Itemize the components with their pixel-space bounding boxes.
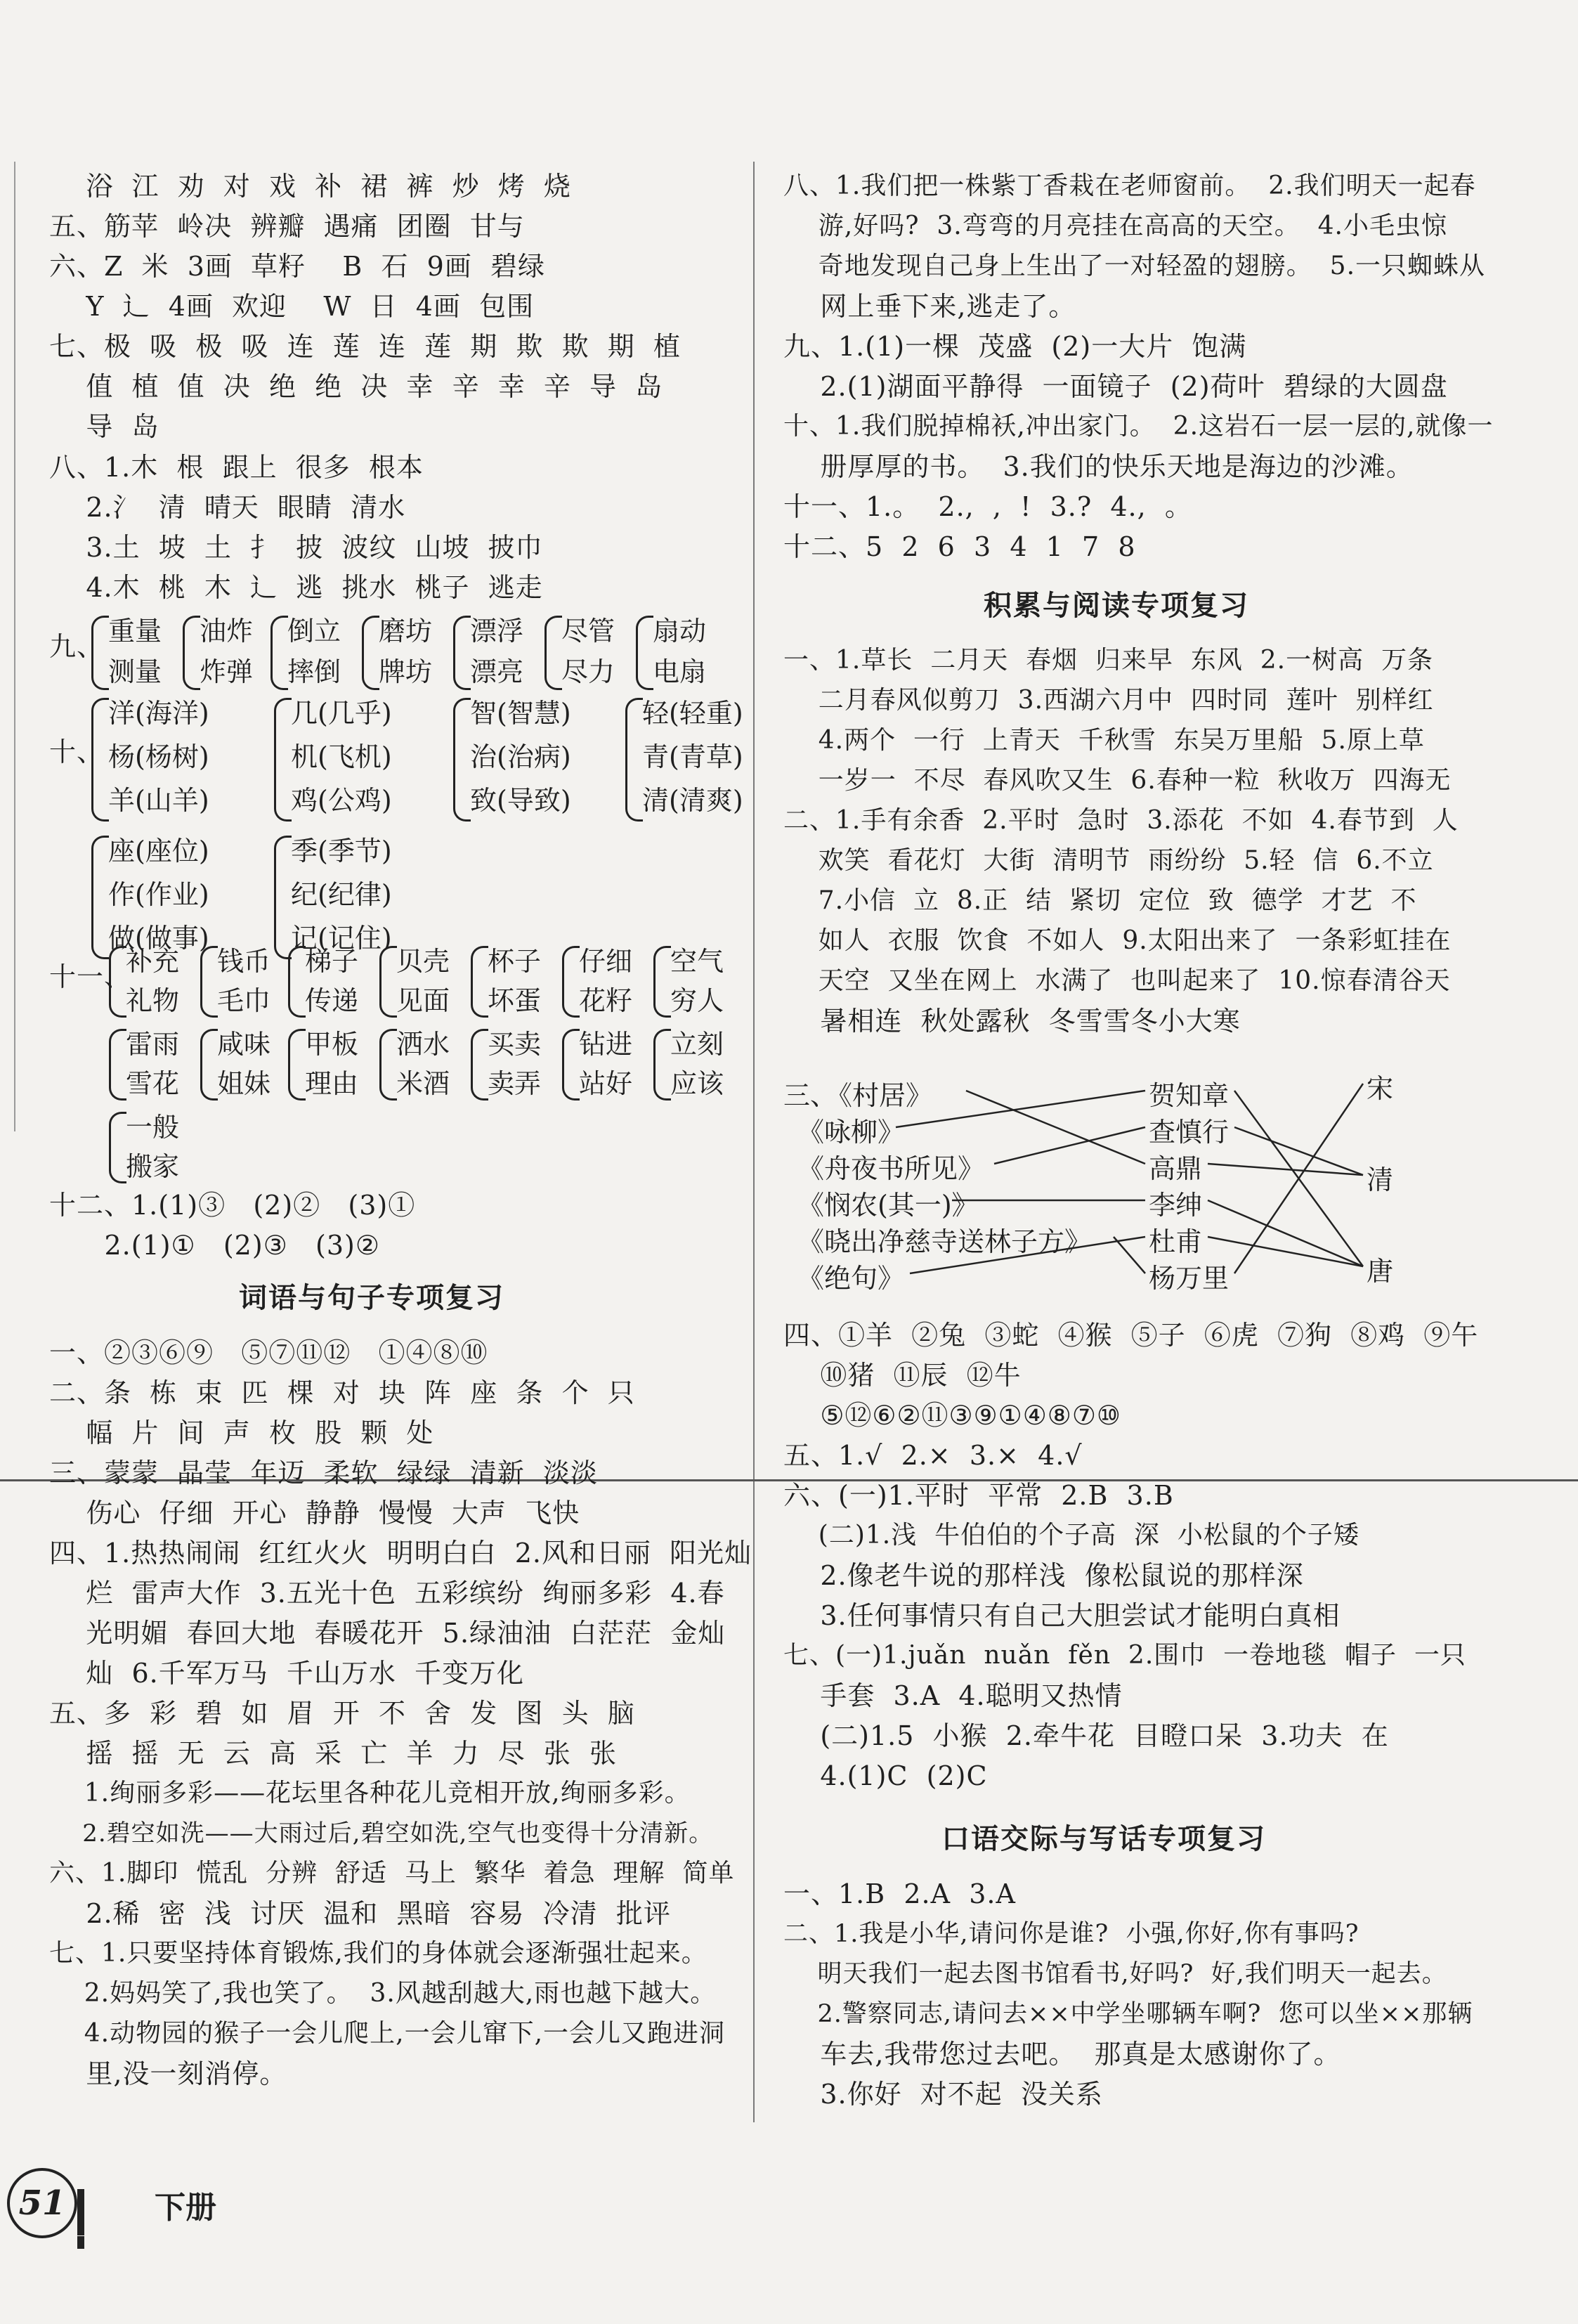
- word-item: 见面: [396, 985, 450, 1016]
- volume-label: 下册: [155, 2190, 216, 2226]
- word-item: 应该: [670, 1068, 724, 1099]
- answer-line: 七、极 吸 极 吸 连 莲 连 莲 期 欺 欺 期 植: [49, 331, 681, 362]
- answer-line: 一、②③⑥⑨ ⑤⑦⑪⑫ ①④⑧⑩: [49, 1337, 488, 1368]
- answer-line: 二月春风似剪刀 3.西湖六月中 四时同 莲叶 别样红: [783, 686, 1434, 715]
- word-item: 空气: [670, 946, 724, 977]
- q11-pairs: [109, 940, 741, 1182]
- answer-line: 幅 片 间 声 枚 股 颗 处: [49, 1417, 434, 1448]
- word-item: 电扇: [653, 656, 707, 687]
- poet-name: 李绅: [1149, 1190, 1203, 1221]
- answer-line: 一岁一 不尽 春风吹又生 6.春种一粒 秋收万 四海无: [783, 766, 1452, 795]
- word-item: 测量: [108, 656, 162, 687]
- word-item: 钱币: [217, 946, 271, 977]
- word-item: 清(清爽): [642, 785, 743, 816]
- question-label: 十、: [49, 736, 105, 767]
- poet-name: 贺知章: [1149, 1080, 1230, 1111]
- answer-line: 3.你好 对不起 没关系: [783, 2079, 1103, 2110]
- page-number: 51: [7, 2168, 77, 2238]
- poem-matching: [783, 1061, 1493, 1293]
- answer-line: ⑤⑫⑥②⑪③⑨①④⑧⑦⑩: [783, 1400, 1121, 1431]
- word-item: 鸡(公鸡): [291, 785, 392, 816]
- answer-line: 七、(一)1.juǎn nuǎn fěn 2.围巾 一卷地毯 帽子 一只: [783, 1641, 1466, 1670]
- word-item: 羊(山羊): [108, 785, 209, 816]
- answer-line: 7.小信 立 8.正 结 紧切 定位 致 德学 才艺 不: [783, 886, 1417, 915]
- word-item: 坏蛋: [488, 985, 542, 1016]
- answer-line: ⑩猪 ⑪辰 ⑫牛: [783, 1360, 1022, 1391]
- poet-dynasty-link: [1208, 1237, 1363, 1266]
- question-label: 三、: [783, 1080, 837, 1111]
- poem-title: 《舟夜书所见》: [797, 1153, 985, 1184]
- answer-line: 如人 衣服 饮食 不如人 9.太阳出来了 一条彩虹挂在: [783, 926, 1452, 955]
- word-item: 姐妹: [217, 1068, 271, 1099]
- word-item: 智(智慧): [470, 698, 571, 729]
- answer-line: 光明媚 春回大地 春暖花开 5.绿油油 白茫茫 金灿: [49, 1618, 726, 1649]
- answer-line: 4.(1)C (2)C: [783, 1760, 988, 1791]
- poem-title: 《村居》: [826, 1080, 933, 1111]
- answer-line: 十一、1.。 2., , ! 3.? 4., 。: [783, 491, 1192, 522]
- word-item: 一般: [126, 1112, 180, 1143]
- answer-line: 欢笑 看花灯 大街 清明节 雨纷纷 5.轻 信 6.不立: [783, 846, 1434, 875]
- answer-line: 一、1.B 2.A 3.A: [783, 1878, 1016, 1909]
- word-item: 杯子: [488, 946, 542, 977]
- answer-line: Y 辶 4画 欢迎 W 日 4画 包围: [49, 291, 535, 322]
- answer-line: 3.土 坡 土 扌 披 波纹 山坡 披巾: [49, 532, 543, 563]
- answer-line: 2.警察同志,请问去××中学坐哪辆车啊? 您可以坐××那辆: [783, 2000, 1473, 2028]
- word-item: 季(季节): [291, 836, 392, 866]
- answer-line: 四、①羊 ②兔 ③蛇 ④猴 ⑤子 ⑥虎 ⑦狗 ⑧鸡 ⑨午: [783, 1320, 1479, 1351]
- answer-line: 2.妈妈笑了,我也笑了。 3.风越刮越大,雨也越下越大。: [49, 1979, 717, 2008]
- word-item: 洋(海洋): [108, 698, 209, 729]
- answer-line: 灿 6.千军万马 千山万水 千变万化: [49, 1658, 525, 1689]
- poet-name: 杜甫: [1149, 1226, 1203, 1257]
- poet-name: 查慎行: [1149, 1117, 1230, 1148]
- poem-title: 《咏柳》: [797, 1117, 905, 1148]
- answer-line: 八、1.我们把一株紫丁香栽在老师窗前。 2.我们明天一起春: [783, 171, 1476, 200]
- dynasty-name: 宋: [1367, 1073, 1394, 1104]
- word-item: 纪(纪律): [291, 879, 392, 910]
- answer-line: 网上垂下来,逃走了。: [783, 291, 1076, 322]
- word-item: 摔倒: [287, 656, 341, 687]
- question-label: 九、: [49, 631, 105, 662]
- poem-poet-link: [910, 1237, 1145, 1273]
- answer-line: 册厚厚的书。 3.我们的快乐天地是海边的沙滩。: [783, 451, 1414, 482]
- word-item: 治(治病): [470, 741, 571, 772]
- answer-line: 一、1.草长 二月天 春烟 归来早 东风 2.一树高 万条: [783, 646, 1434, 675]
- answer-line: 伤心 仔细 开心 静静 慢慢 大声 飞快: [49, 1498, 580, 1528]
- word-item: 致(导致): [470, 785, 571, 816]
- answer-line: 3.任何事情只有自己大胆尝试才能明白真相: [783, 1600, 1341, 1631]
- word-item: 雷雨: [126, 1029, 180, 1060]
- answer-line: 十二、5 2 6 3 4 1 7 8: [783, 531, 1136, 562]
- answer-line: 四、1.热热闹闹 红红火火 明明白白 2.风和日丽 阳光灿: [49, 1538, 752, 1569]
- poem-title: 《悯农(其一)》: [797, 1190, 979, 1221]
- word-item: 青(青草): [642, 741, 743, 772]
- word-item: 雪花: [126, 1068, 180, 1099]
- matching-lines: [783, 1061, 1493, 1293]
- answer-line: 2.像老牛说的那样浅 像松鼠说的那样深: [783, 1560, 1304, 1591]
- answer-line: 2.(1)① (2)③ (3)②: [49, 1230, 380, 1261]
- question-label: 十一、: [49, 961, 132, 992]
- word-item: 尽管: [561, 616, 615, 647]
- answer-line: 手套 3.A 4.聪明又热情: [783, 1680, 1123, 1711]
- answer-line: 导 岛: [49, 411, 159, 442]
- word-item: 作(作业): [108, 879, 209, 910]
- poet-dynasty-link: [1234, 1084, 1363, 1273]
- answer-line: 摇 摇 无 云 高 采 亡 羊 力 尽 张 张: [49, 1738, 618, 1769]
- left-margin-rule: [14, 162, 15, 1131]
- word-item: 座(座位): [108, 836, 209, 866]
- answer-line: 五、1.√ 2.× 3.× 4.√: [783, 1440, 1083, 1471]
- word-item: 仔细: [579, 946, 633, 977]
- answer-line: 九、1.(1)一棵 茂盛 (2)一大片 饱满: [783, 331, 1247, 362]
- word-item: 重量: [108, 616, 162, 647]
- answer-line: 2.稀 密 浅 讨厌 温和 黑暗 容易 冷清 批评: [49, 1898, 671, 1929]
- answer-line: (二)1.5 小猴 2.牵牛花 目瞪口呆 3.功夫 在: [783, 1720, 1389, 1751]
- word-item: 买卖: [488, 1029, 542, 1060]
- word-item: 轻(轻重): [642, 698, 743, 729]
- answer-line: 车去,我带您过去吧。 那真是太感谢你了。: [783, 2039, 1341, 2070]
- poem-poet-link: [896, 1091, 1145, 1127]
- answer-line: 游,好吗? 3.弯弯的月亮挂在高高的天空。 4.小毛虫惊: [783, 212, 1447, 240]
- section-heading-speaking: 口语交际与写话专项复习: [941, 1823, 1266, 1855]
- q9-pairs: [91, 610, 724, 694]
- answer-line: 4.两个 一行 上青天 千秋雪 东吴万里船 5.原上草: [783, 726, 1425, 755]
- poem-title: 《晓出净慈寺送林子方》: [797, 1226, 1092, 1257]
- word-item: 传递: [305, 985, 359, 1016]
- poem-poet-link: [1114, 1237, 1145, 1273]
- word-item: 机(飞机): [291, 741, 392, 772]
- answer-line: 2.碧空如洗——大雨过后,碧空如洗,空气也变得十分清新。: [49, 1819, 714, 1848]
- word-item: 记(记住): [291, 923, 392, 954]
- answer-line: 2.氵 清 晴天 眼睛 清水: [49, 492, 406, 523]
- answer-line: 值 植 值 决 绝 绝 决 幸 辛 幸 辛 导 岛: [49, 371, 663, 402]
- answer-line: 六、1.脚印 慌乱 分辨 舒适 马上 繁华 着急 理解 简单: [49, 1859, 735, 1888]
- word-item: 漂浮: [470, 616, 524, 647]
- answer-line: 五、筋苹 岭决 辨瓣 遇痛 团圈 甘与: [49, 211, 525, 242]
- word-item: 漂亮: [470, 656, 524, 687]
- word-item: 咸味: [217, 1029, 271, 1060]
- word-item: 杨(杨树): [108, 741, 209, 772]
- answer-line: 1.绚丽多彩——花坛里各种花儿竞相开放,绚丽多彩。: [49, 1779, 691, 1807]
- answer-line: 六、(一)1.平时 平常 2.B 3.B: [783, 1480, 1174, 1511]
- section-heading-reading: 积累与阅读专项复习: [984, 590, 1249, 622]
- word-item: 礼物: [126, 985, 180, 1016]
- word-item: 几(几乎): [291, 698, 392, 729]
- word-item: 磨坊: [379, 616, 433, 647]
- poet-name: 杨万里: [1149, 1263, 1230, 1294]
- word-item: 搬家: [126, 1151, 180, 1182]
- answer-line: 二、1.手有余香 2.平时 急时 3.添花 不如 4.春节到 人: [783, 806, 1459, 835]
- bars-icon: [77, 2189, 89, 2249]
- answer-line: 奇地发现自己身上生出了一对轻盈的翅膀。 5.一只蜘蛛从: [783, 252, 1486, 280]
- word-item: 贝壳: [396, 946, 450, 977]
- word-item: 站好: [579, 1068, 633, 1099]
- word-item: 洒水: [396, 1029, 450, 1060]
- word-item: 钻进: [579, 1029, 633, 1060]
- column-divider: [753, 162, 755, 2122]
- section-heading-words: 词语与句子专项复习: [239, 1282, 504, 1314]
- word-item: 油炸: [200, 616, 254, 647]
- answer-line: (二)1.浅 牛伯伯的个子高 深 小松鼠的个子矮: [783, 1521, 1359, 1550]
- word-item: 梯子: [305, 946, 359, 977]
- answer-line: 二、条 栋 束 匹 棵 对 块 阵 座 条 个 只: [49, 1377, 635, 1408]
- word-item: 穷人: [670, 985, 724, 1016]
- word-item: 理由: [305, 1068, 359, 1099]
- answer-line: 七、1.只要坚持体育锻炼,我们的身体就会逐渐强壮起来。: [49, 1939, 708, 1968]
- poem-title: 《绝句》: [797, 1263, 905, 1294]
- dynasty-name: 清: [1367, 1164, 1394, 1195]
- word-item: 卖弄: [488, 1068, 542, 1099]
- answer-line: 天空 又坐在网上 水满了 也叫起来了 10.惊春清谷天: [783, 966, 1451, 995]
- answer-line: 三、蒙蒙 晶莹 年迈 柔软 绿绿 清新 淡淡: [49, 1458, 598, 1488]
- answer-line: 2.(1)湖面平静得 一面镜子 (2)荷叶 碧绿的大圆盘: [783, 371, 1448, 402]
- answer-line: 暑相连 秋处露秋 冬雪雪冬小大寒: [783, 1006, 1241, 1037]
- word-item: 做(做事): [108, 923, 209, 954]
- word-item: 补充: [126, 946, 180, 977]
- answer-line: 二、1.我是小华,请问你是谁? 小强,你好,你有事吗?: [783, 1920, 1359, 1948]
- word-item: 倒立: [287, 616, 341, 647]
- answer-line: 五、多 彩 碧 如 眉 开 不 舍 发 图 头 脑: [49, 1698, 635, 1729]
- answer-line: 六、Z 米 3画 草籽 B 石 9画 碧绿: [49, 251, 545, 282]
- answer-line: 4.动物园的猴子一会儿爬上,一会儿窜下,一会儿又跑进洞: [49, 2019, 726, 2048]
- poet-name: 高鼎: [1149, 1153, 1203, 1184]
- answer-line: 烂 雷声大作 3.五光十色 五彩缤纷 绚丽多彩 4.春: [49, 1578, 725, 1609]
- answer-line: 里,没一刻消停。: [49, 2058, 287, 2089]
- word-item: 尽力: [561, 656, 615, 687]
- word-item: 扇动: [653, 616, 707, 647]
- word-item: 炸弹: [200, 656, 254, 687]
- poem-poet-link: [966, 1091, 1145, 1164]
- answer-line: 八、1.木 根 跟上 很多 根本: [49, 452, 424, 483]
- word-item: 甲板: [305, 1029, 359, 1060]
- word-item: 米酒: [396, 1068, 450, 1099]
- answer-line: 明天我们一起去图书馆看书,好吗? 好,我们明天一起去。: [783, 1960, 1447, 1988]
- q10-groups: [91, 692, 743, 954]
- answer-line: 4.木 桃 木 辶 逃 挑水 桃子 逃走: [49, 572, 543, 603]
- answer-line: 浴 江 劝 对 戏 补 裙 裤 炒 烤 烧: [49, 171, 571, 202]
- word-item: 立刻: [670, 1029, 724, 1060]
- word-item: 花籽: [579, 985, 633, 1016]
- word-item: 毛巾: [217, 985, 271, 1016]
- answer-line: 十二、1.(1)③ (2)② (3)①: [49, 1190, 416, 1221]
- dynasty-name: 唐: [1367, 1256, 1394, 1287]
- answer-line: 十、1.我们脱掉棉袄,冲出家门。 2.这岩石一层一层的,就像一: [783, 412, 1494, 441]
- word-item: 牌坊: [379, 656, 433, 687]
